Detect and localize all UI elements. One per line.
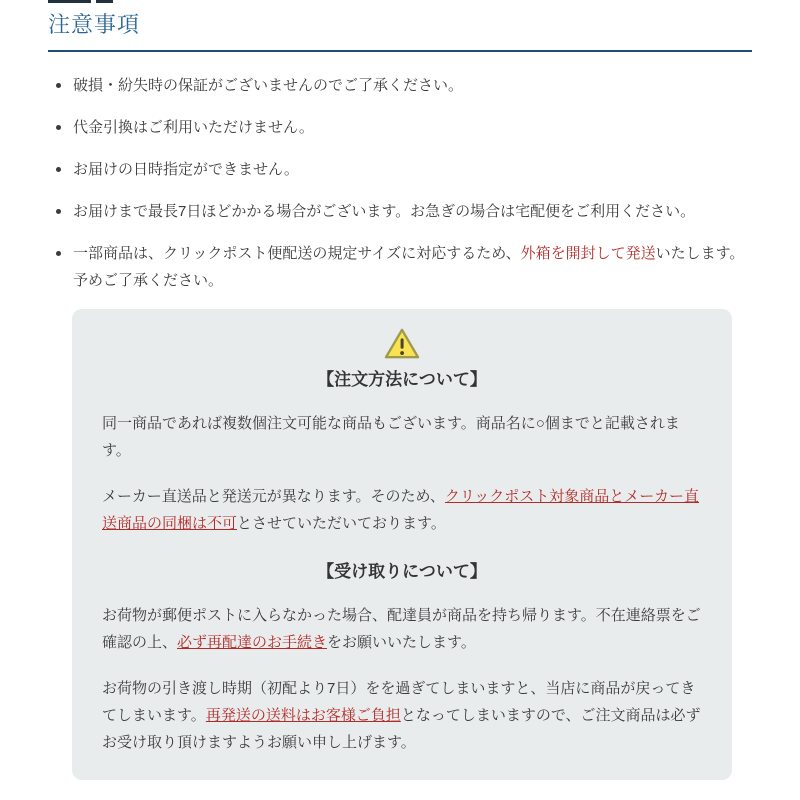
warning-triangle-icon (383, 327, 421, 361)
box-paragraph (102, 602, 702, 656)
red-underline-emphasis: 再発送の送料はお客様ご負担 (205, 707, 401, 724)
note-text: お届けまで最長7日ほどかかる場合がございます。お急ぎの場合は宅配便をご利用ください。 (73, 203, 696, 220)
warning-icon-wrap (102, 327, 702, 361)
paragraph-text: をお願いいたします。 (327, 634, 476, 651)
note-text: 代金引換はご利用いただけません。 (73, 119, 314, 136)
box-paragraph (102, 675, 702, 756)
note-text: 一部商品は、クリックポスト便配送の規定サイズに対応するため、 (73, 245, 521, 262)
note-text: 破損・紛失時の保証がございませんのでご了承ください。 (73, 77, 464, 94)
note-item (48, 114, 752, 141)
cropped-content-fragment (48, 0, 113, 3)
note-text: いたします。予めご了承ください。 (73, 245, 745, 289)
note-text: お届けの日時指定ができません。 (73, 161, 299, 178)
paragraph-text: お荷物の引き渡し時期（初配より7日）をを過ぎてしまいますと、当店に商品が戻ってきてしまいます。 (102, 680, 696, 724)
note-item (48, 72, 752, 99)
box-heading-order-method: 【注文方法について】 (317, 370, 487, 389)
note-item (48, 198, 752, 225)
cropped-fragment-segment (96, 0, 113, 3)
paragraph-text: 同一商品であれば複数個注文可能な商品もございます。商品名に○個までと記載されます。 (102, 415, 680, 459)
cropped-fragment-segment (48, 0, 91, 3)
note-item (48, 240, 752, 294)
paragraph-text: となってしまいますので、ご注文商品は必ずお受け取り頂けますようお願い申し上げます。 (102, 707, 701, 751)
box-paragraph (102, 410, 702, 464)
paragraph-text: メーカー直送品と発送元が異なります。そのため、 (102, 488, 445, 505)
box-heading-receiving: 【受け取りについて】 (317, 562, 487, 581)
notice-box (72, 309, 732, 780)
section-title: 注意事項 (48, 8, 752, 52)
box-paragraph (102, 483, 702, 537)
red-underline-emphasis: 必ず再配達のお手続き (177, 634, 328, 651)
notes-list (48, 72, 752, 294)
note-item (48, 156, 752, 183)
note-highlight-red: 外箱を開封して発送 (520, 245, 656, 262)
red-underline-emphasis: クリックポスト対象商品とメーカー直送商品の同梱は不可 (102, 488, 700, 532)
paragraph-text: お荷物が郵便ポストに入らなかった場合、配達員が商品を持ち帰ります。不在連絡票をご確認の上、 (102, 607, 701, 651)
paragraph-text: とさせていただいております。 (237, 515, 446, 532)
